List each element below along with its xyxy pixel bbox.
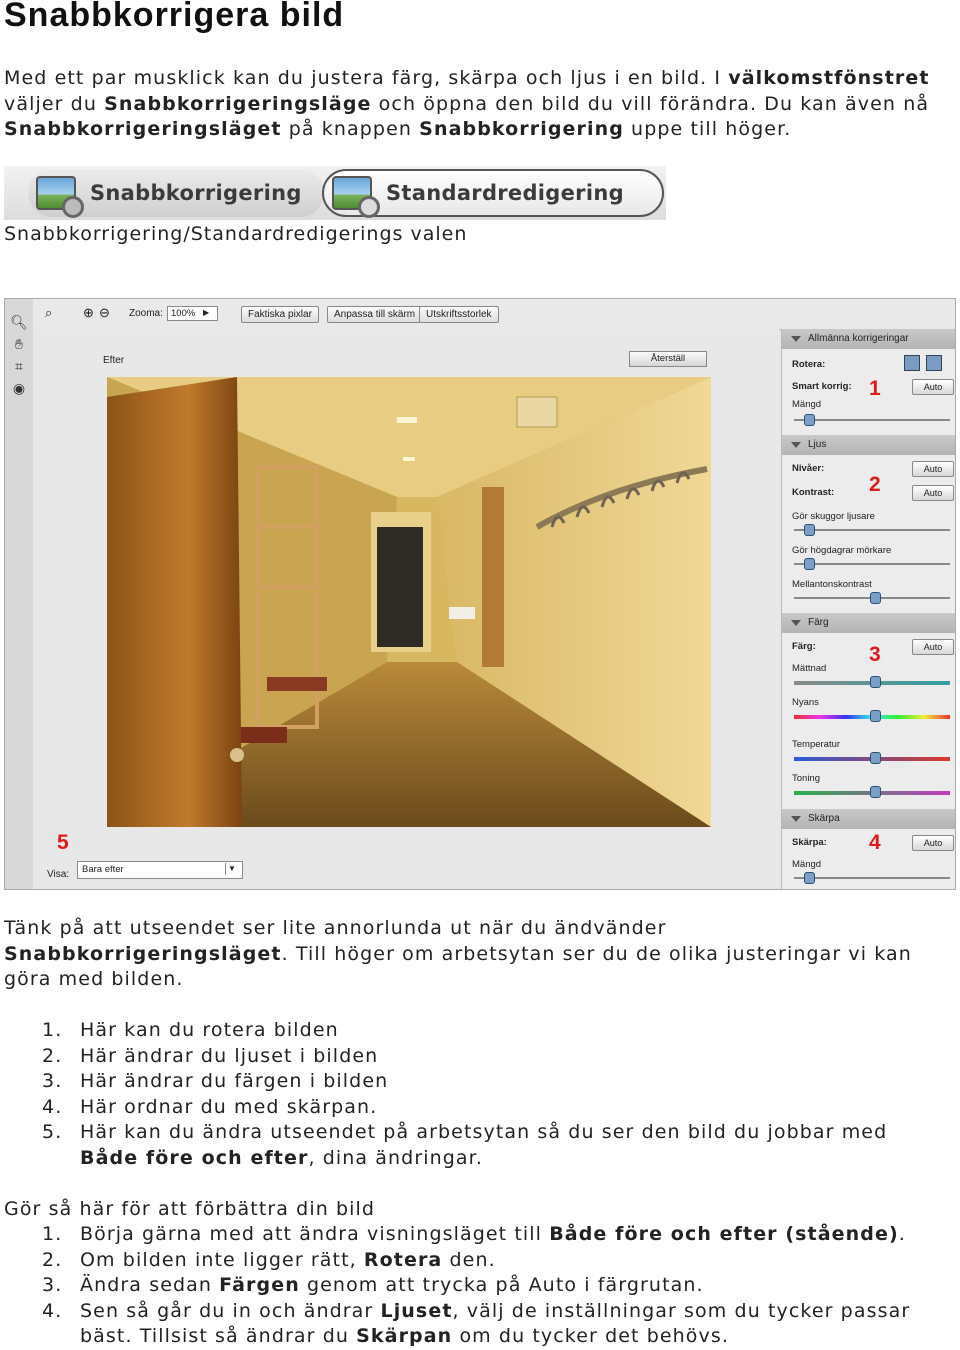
rotate-label: Rotera: (792, 359, 826, 370)
marker-1: 1 (869, 377, 881, 400)
shadows-label: Gör skuggor ljusare (792, 511, 875, 522)
light-header[interactable]: Ljus (782, 435, 956, 455)
list-text-part: Om bilden inte ligger rätt, (80, 1248, 364, 1271)
list-item (4, 1273, 950, 1299)
editor-screenshot (4, 298, 956, 890)
intro-text: Med ett par musklick kan du justera färg, skärpa och ljus i en bild. I (4, 67, 729, 89)
slider-knob[interactable] (804, 524, 815, 536)
hue-slider[interactable] (794, 715, 950, 719)
list-text-bold: Rotera (363, 1248, 443, 1271)
quick-fix-label: Snabbkorrigering (90, 181, 302, 205)
list-number: 2. (42, 1044, 63, 1067)
list-item (4, 1069, 950, 1095)
body-paragraph (4, 916, 934, 993)
list-text-part: genom att trycka på Auto i färgrutan. (299, 1274, 704, 1296)
list-item (4, 1299, 950, 1350)
temperature-slider[interactable] (794, 757, 950, 761)
corridor-photo (107, 377, 711, 827)
list-number: 4. (42, 1299, 63, 1322)
shadows-slider[interactable] (794, 529, 950, 531)
list-item (4, 1248, 950, 1274)
intro-bold: Snabbkorrigeringsläge (104, 92, 372, 115)
smart-amount-label: Mängd (792, 399, 822, 410)
body-bold: Snabbkorrigeringsläget (4, 942, 282, 965)
list-number: 3. (42, 1070, 63, 1092)
list-text-part: Här kan du ändra utseendet på arbetsytan så du ser den bild du jobbar med (80, 1121, 888, 1143)
slider-knob[interactable] (870, 710, 881, 722)
rotate-right-icon[interactable] (926, 355, 942, 371)
list-text: Här kan du rotera bilden (80, 1019, 339, 1041)
after-label: Efter (103, 355, 125, 366)
quick-fix-icon (36, 176, 76, 210)
smart-amount-slider[interactable] (794, 419, 950, 421)
smart-fix-auto-button[interactable]: Auto (912, 379, 954, 395)
slider-knob[interactable] (870, 676, 881, 688)
mode-button-bar (4, 166, 666, 220)
color-label: Färg: (792, 641, 816, 652)
workspace (33, 329, 779, 889)
sharp-amount-slider[interactable] (794, 877, 950, 879)
list-text-part: Börja gärna med att ändra visningsläget till (80, 1223, 550, 1245)
toolbox (5, 299, 34, 889)
list-item (4, 1044, 950, 1070)
midtone-slider[interactable] (794, 597, 950, 599)
intro-text: på knappen (281, 118, 420, 140)
list-number: 2. (42, 1248, 63, 1271)
body-text: . Till höger om arbetsytan ser du de olika justeringar vi kan göra med bilden. (4, 942, 912, 990)
quick-fix-button[interactable] (28, 169, 324, 217)
intro-text: väljer du (4, 92, 105, 115)
tint-label: Toning (792, 773, 820, 784)
list-text-bold: Både före och efter (stående) (549, 1223, 899, 1245)
red-eye-tool-icon[interactable]: ◉ (12, 380, 26, 396)
list-text-part: , dina ändringar. (308, 1146, 483, 1169)
list-text-bold: Både före och efter (80, 1146, 309, 1169)
options-bar (33, 299, 955, 330)
intro-bold: Snabbkorrigeringsläget (4, 118, 282, 140)
page-title: Snabbkorrigera bild (4, 0, 345, 34)
list-text: Här ändrar du ljuset i bilden (80, 1044, 379, 1067)
mode-caption: Snabbkorrigering/Standardredigerings valen (4, 223, 468, 245)
intro-paragraph (4, 66, 954, 143)
standard-edit-button[interactable] (322, 169, 664, 217)
list-text (80, 1299, 950, 1350)
list-item (4, 1018, 950, 1044)
standard-edit-icon (332, 176, 372, 210)
saturation-slider[interactable] (794, 681, 950, 685)
reset-button[interactable]: Återställ (629, 351, 707, 367)
highlights-slider[interactable] (794, 563, 950, 565)
rotate-left-icon[interactable] (904, 355, 920, 371)
actual-pixels-button[interactable]: Faktiska pixlar (241, 306, 319, 323)
list-text-bold: Skärpan (356, 1325, 453, 1347)
hue-label: Nyans (792, 697, 819, 708)
adjustment-panel (781, 329, 956, 890)
standard-edit-label: Standardredigering (386, 181, 624, 205)
intro-text: och öppna den bild du vill förändra. Du kan även nå (371, 92, 930, 115)
list-text-part: Ändra sedan (80, 1274, 220, 1296)
list-text: Här ordnar du med skärpan. (80, 1095, 378, 1118)
zoom-icon[interactable]: ⌕ (45, 305, 53, 320)
list-text-bold: Ljuset (380, 1299, 453, 1322)
levels-auto-button[interactable]: Auto (912, 461, 954, 477)
list-number: 3. (42, 1274, 63, 1296)
highlights-label: Gör högdagrar mörkare (792, 545, 892, 556)
slider-knob[interactable] (804, 872, 815, 884)
list-item (4, 1120, 950, 1171)
list-text-part: om du tycker det behövs. (452, 1325, 730, 1347)
marker-4: 4 (869, 831, 881, 854)
zoom-arrow-icon[interactable]: ▶ (203, 308, 210, 317)
sharp-amount-label: Mängd (792, 859, 822, 870)
print-size-button[interactable]: Utskriftsstorlek (419, 306, 499, 323)
body-text: Tänk på att utseendet ser lite annorlunda ut när du ändvänder (4, 917, 667, 939)
view-dropdown-icon[interactable]: ▼ (225, 863, 238, 875)
slider-knob[interactable] (870, 786, 881, 798)
steps-list (4, 1222, 950, 1350)
sharpness-label: Skärpa: (792, 837, 827, 848)
zoom-tool-icon[interactable]: 🔍︎ (10, 314, 28, 330)
list-text (80, 1120, 950, 1171)
levels-label: Nivåer: (792, 463, 825, 474)
slider-knob[interactable] (804, 414, 815, 426)
list-text-bold: Färgen (219, 1274, 300, 1296)
zoom-out-icon[interactable]: ⊖ (99, 305, 110, 320)
general-fixes-header[interactable]: Allmänna korrigeringar (782, 329, 956, 349)
corridor-photo-art (107, 377, 711, 827)
list-text-part: . (898, 1223, 906, 1245)
zoom-in-icon[interactable]: ⊕ (83, 305, 94, 320)
intro-text: uppe till höger. (623, 118, 792, 140)
color-auto-button[interactable]: Auto (912, 639, 954, 655)
sharpness-auto-button[interactable]: Auto (912, 835, 954, 851)
slider-knob[interactable] (870, 752, 881, 764)
list-number: 1. (42, 1223, 63, 1245)
marker-2: 2 (869, 473, 881, 496)
list-text (80, 1248, 950, 1274)
contrast-label: Kontrast: (792, 487, 835, 498)
fit-screen-button[interactable]: Anpassa till skärm (327, 306, 422, 323)
color-header[interactable]: Färg (782, 613, 956, 633)
midtone-label: Mellantonskontrast (792, 579, 872, 590)
list-text-part: den. (442, 1248, 496, 1271)
crop-tool-icon[interactable]: ⌗ (15, 358, 23, 374)
marker-3: 3 (869, 643, 881, 666)
hand-tool-icon[interactable]: ✋︎ (15, 336, 23, 352)
list-item (4, 1222, 950, 1248)
list-number: 4. (42, 1095, 63, 1118)
list-text: Här ändrar du färgen i bilden (80, 1070, 389, 1092)
marker-5: 5 (57, 831, 69, 854)
zoom-label: Zoomа: (129, 308, 163, 319)
feature-list (4, 1018, 950, 1171)
saturation-label: Mättnad (792, 663, 827, 674)
steps-heading: Gör så här för att förbättra din bild (4, 1198, 376, 1220)
list-text (80, 1273, 950, 1299)
zoom-input[interactable]: 100% (167, 306, 218, 321)
list-number: 1. (42, 1019, 63, 1041)
temperature-label: Temperatur (792, 739, 841, 750)
list-text (80, 1222, 950, 1248)
view-select[interactable]: Bara efter (77, 861, 243, 879)
intro-bold: Snabbkorrigering (419, 118, 624, 140)
intro-bold: välkomstfönstret (728, 67, 930, 89)
list-text-part: Sen så går du in och ändrar (80, 1299, 381, 1322)
sharpness-header[interactable]: Skärpa (782, 809, 956, 829)
smart-fix-label: Smart korrig: (792, 381, 852, 392)
tint-slider[interactable] (794, 791, 950, 795)
list-item (4, 1095, 950, 1121)
view-label: Visa: (47, 869, 70, 880)
contrast-auto-button[interactable]: Auto (912, 485, 954, 501)
slider-knob[interactable] (804, 558, 815, 570)
list-number: 5. (42, 1121, 63, 1143)
list-text-part: , välj de inställningar som du tycker passar bäst. Tillsist så ändrar du (80, 1299, 911, 1347)
slider-knob[interactable] (870, 592, 881, 604)
